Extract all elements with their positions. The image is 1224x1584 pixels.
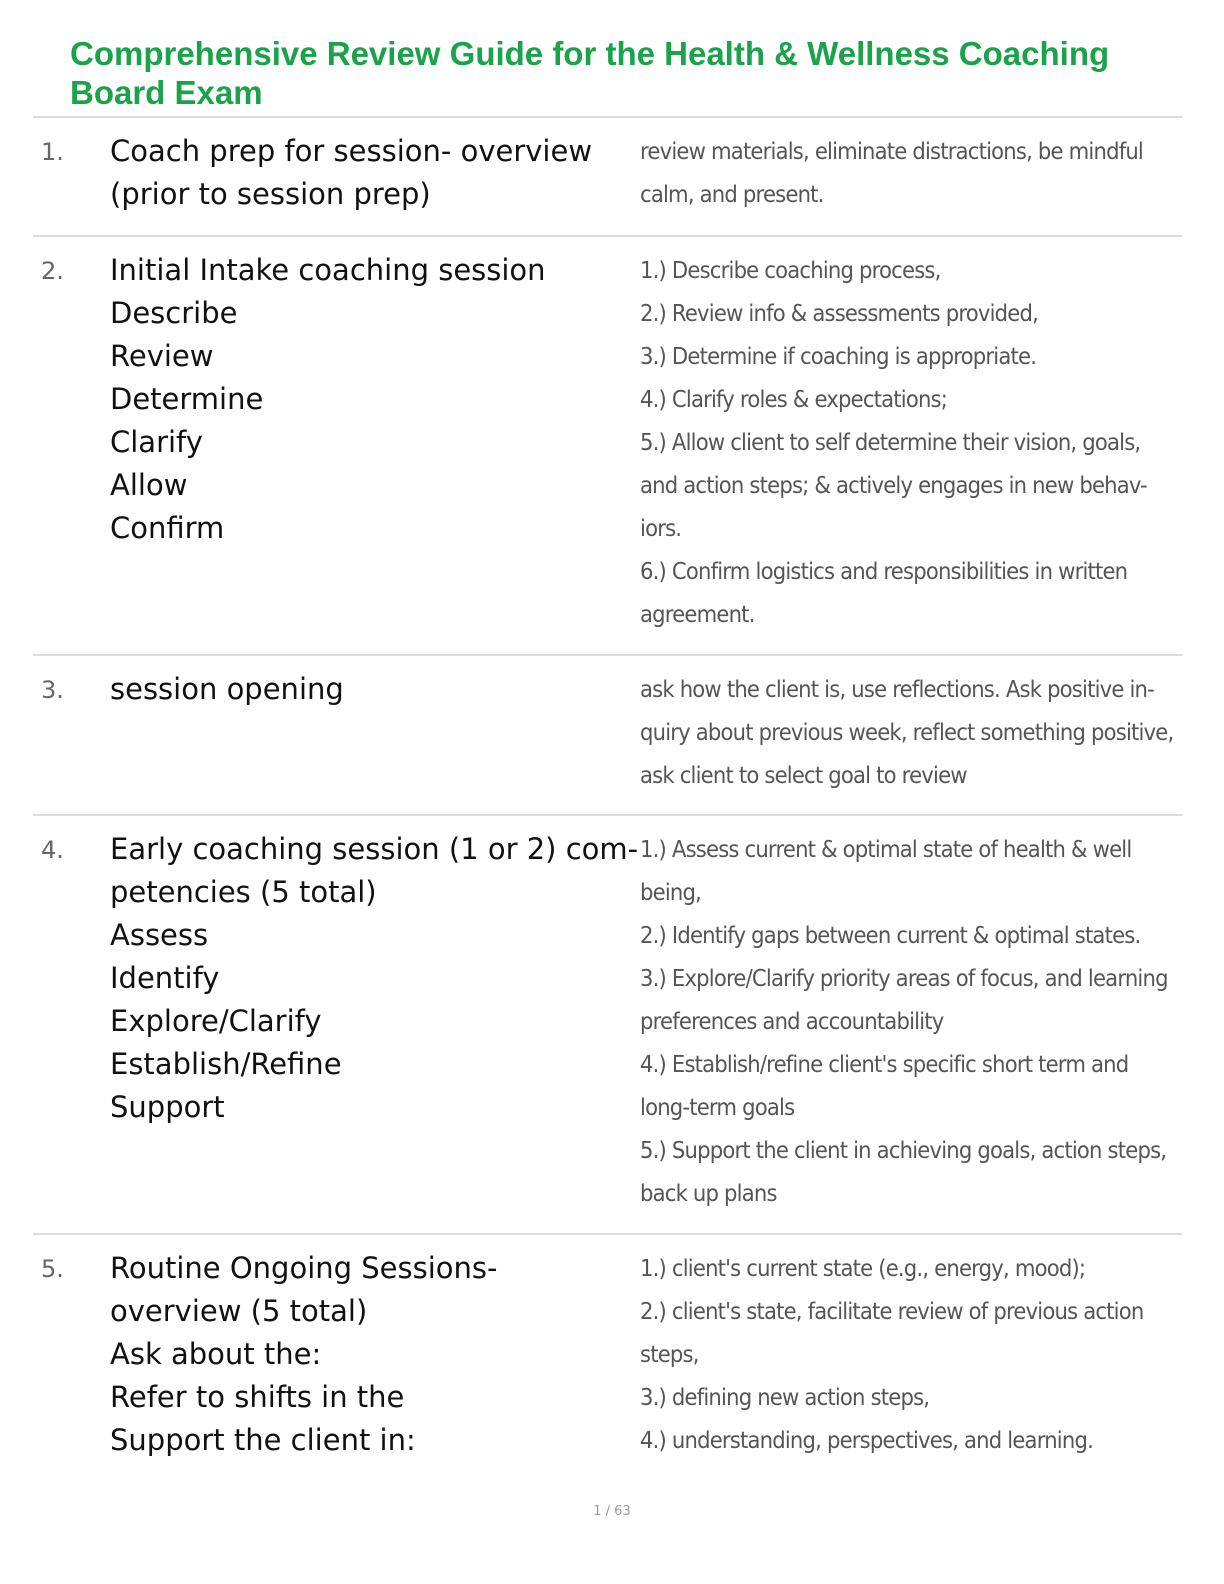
term-line: Coach prep for session- overview (110, 134, 593, 168)
term-line: Refer to shifts in the (110, 1380, 405, 1414)
term-line: Allow (110, 468, 188, 502)
term-line: Review (110, 339, 214, 373)
card-definition (640, 668, 1174, 797)
card-definition (640, 249, 1147, 636)
definition-line: 5.) Support the client in achieving goals, action steps, (640, 1136, 1167, 1164)
definition-line: 3.) Determine if coaching is appropriate. (640, 342, 1037, 370)
definition-line: agreement. (640, 600, 755, 628)
card-number: 1. (41, 138, 64, 166)
flashcard-1 (33, 116, 1182, 235)
term-line: Identify (110, 961, 220, 995)
definition-line: 2.) client's state, facilitate review of previous action (640, 1297, 1144, 1325)
flashcard-3 (33, 654, 1182, 814)
definition-line: iors. (640, 514, 682, 542)
page-number: 1 / 63 (593, 1504, 631, 1519)
term-line: Ask about the: (110, 1337, 322, 1371)
card-term (110, 249, 635, 550)
term-line: Assess (110, 918, 209, 952)
card-number: 4. (41, 836, 64, 864)
definition-line: 1.) Describe coaching process, (640, 256, 941, 284)
term-line: Determine (110, 382, 264, 416)
card-definition (640, 130, 1144, 216)
card-term (110, 1247, 635, 1462)
definition-line: back up plans (640, 1179, 777, 1207)
definition-line: 1.) Assess current & optimal state of health & well (640, 835, 1132, 863)
definition-line: ask how the client is, use reflections. Ask positive in- (640, 675, 1154, 703)
term-line: Support the client in: (110, 1423, 416, 1457)
definition-line: 4.) Establish/refine client's specific short term and (640, 1050, 1129, 1078)
definition-line: quiry about previous week, reflect something positive, (640, 718, 1174, 746)
definition-line: ask client to select goal to review (640, 761, 967, 789)
title-line-2: Board Exam (70, 74, 263, 111)
definition-line: preferences and accountability (640, 1007, 944, 1035)
definition-line: and action steps; & actively engages in new behav- (640, 471, 1147, 499)
term-line: (prior to session prep) (110, 177, 431, 211)
flashcard-5 (33, 1233, 1182, 1480)
flashcard-4 (33, 814, 1182, 1233)
definition-line: 1.) client's current state (e.g., energy, mood); (640, 1254, 1086, 1282)
term-line: Early coaching session (1 or 2) com- (110, 832, 639, 866)
card-number: 2. (41, 257, 64, 285)
definition-line: 5.) Allow client to self determine their vision, goals, (640, 428, 1141, 456)
definition-line: steps, (640, 1340, 699, 1368)
definition-line: 4.) Clarify roles & expectations; (640, 385, 948, 413)
term-line: Clarify (110, 425, 203, 459)
term-line: Support (110, 1090, 225, 1124)
card-number: 3. (41, 676, 64, 704)
term-line: Describe (110, 296, 238, 330)
term-line: Establish/Refine (110, 1047, 342, 1081)
definition-line: long-term goals (640, 1093, 795, 1121)
term-line: overview (5 total) (110, 1294, 368, 1328)
definition-line: 6.) Confirm logistics and responsibilities in written (640, 557, 1128, 585)
page-title (70, 34, 1210, 112)
term-line: Confirm (110, 511, 225, 545)
card-term (110, 828, 639, 1129)
term-line: petencies (5 total) (110, 875, 377, 909)
card-term (110, 130, 635, 216)
flashcard-2 (33, 235, 1182, 654)
definition-line: calm, and present. (640, 180, 824, 208)
term-line: Routine Ongoing Sessions- (110, 1251, 498, 1285)
term-line: Initial Intake coaching session (110, 253, 546, 287)
definition-line: being, (640, 878, 702, 906)
card-term (110, 668, 635, 711)
card-definition (640, 1247, 1144, 1462)
card-number: 5. (41, 1255, 64, 1283)
flashcard-list (33, 116, 1182, 1480)
definition-line: 2.) Identify gaps between current & optimal states. (640, 921, 1141, 949)
term-line: Explore/Clarify (110, 1004, 322, 1038)
definition-line: 3.) Explore/Clarify priority areas of focus, and learning (640, 964, 1168, 992)
card-definition (640, 828, 1168, 1215)
definition-line: 4.) understanding, perspectives, and learning. (640, 1426, 1093, 1454)
term-line: session opening (110, 672, 344, 706)
definition-line: review materials, eliminate distractions, be mindful (640, 137, 1144, 165)
title-line-1: Comprehensive Review Guide for the Health & Wellness Coaching (70, 35, 1110, 72)
definition-line: 3.) defining new action steps, (640, 1383, 930, 1411)
definition-line: 2.) Review info & assessments provided, (640, 299, 1039, 327)
